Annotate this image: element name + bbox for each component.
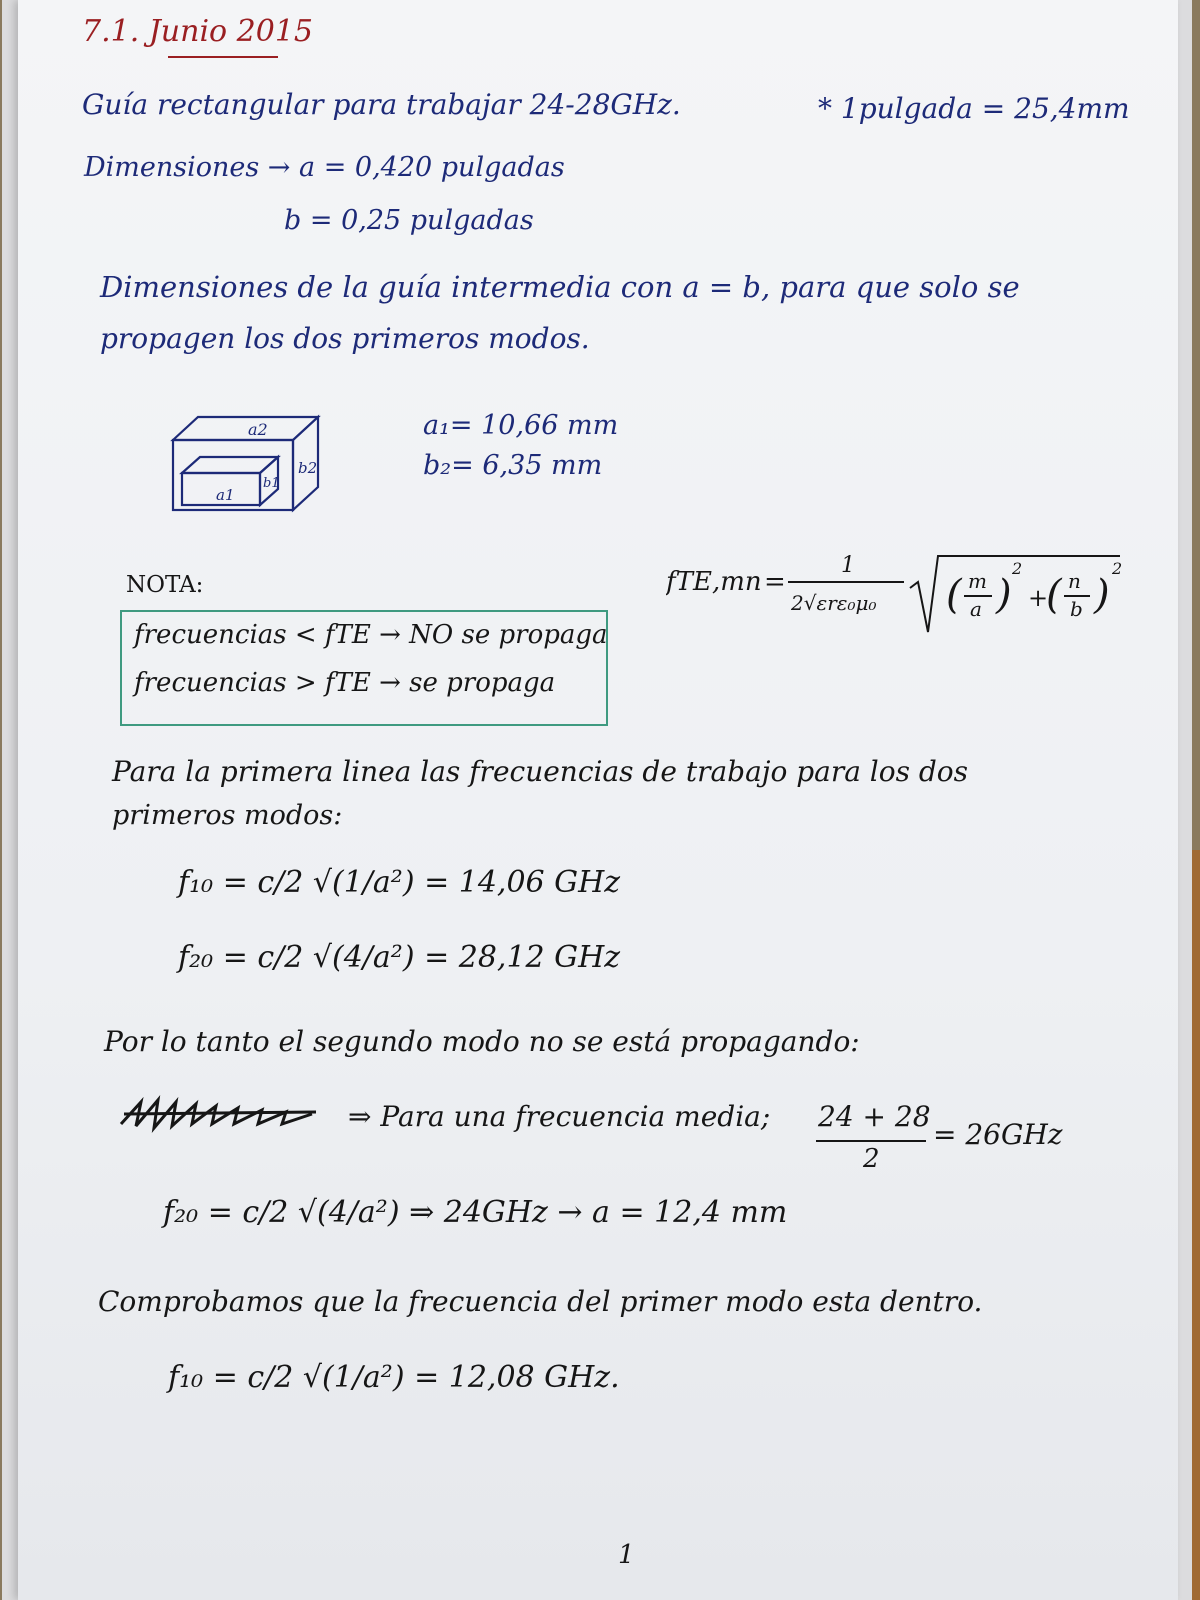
svg-text:2: 2 <box>1012 559 1023 578</box>
equation-f20: f₂₀ = c/2 √(4/a²) = 28,12 GHz <box>178 940 621 975</box>
dimension-b: b = 0,25 pulgadas <box>284 205 534 236</box>
formula-numerator: 1 <box>841 553 855 578</box>
svg-text:): ) <box>996 572 1012 618</box>
formula-m: m <box>968 569 987 593</box>
formula-denominator: 2√εrε₀μ₀ <box>791 591 877 615</box>
formula-lhs: fTE,mn <box>666 567 762 597</box>
formula-a: a <box>970 597 982 621</box>
equation-f10-check: f₁₀ = c/2 √(1/a²) = 12,08 GHz. <box>168 1360 620 1395</box>
paragraph-first-line: Para la primera linea las frecuencias de trabajo para los dos <box>112 755 969 788</box>
svg-text:(: ( <box>1046 572 1062 618</box>
paragraph-check: Comprobamos que la frecuencia del primer modo esta dentro. <box>98 1285 983 1318</box>
problem-statement: Guía rectangular para trabajar 24-28GHz. <box>82 88 681 121</box>
note-line-1: frecuencias < fTE → NO se propaga <box>134 620 608 650</box>
waveguide-diagram <box>168 405 338 525</box>
paragraph-conclusion: Por lo tanto el segundo modo no se está propagando: <box>104 1025 860 1058</box>
svg-text:2: 2 <box>1112 559 1123 578</box>
average-frequency-text: ⇒ Para una frecuencia media; <box>348 1100 771 1133</box>
page-title: 7.1. Junio 2015 <box>82 14 313 49</box>
average-fraction-numerator: 24 + 28 <box>818 1100 931 1133</box>
title-underline <box>168 56 278 58</box>
label-a2: a2 <box>248 420 268 439</box>
average-fraction-denominator: 2 <box>863 1144 880 1174</box>
a1-value: a₁= 10,66 mm <box>423 410 619 441</box>
crossed-out-text <box>116 1094 336 1134</box>
average-frequency-result: = 26GHz <box>933 1118 1063 1151</box>
label-a1: a1 <box>216 486 235 504</box>
svg-text:+: + <box>1028 584 1049 612</box>
svg-text:): ) <box>1094 572 1110 618</box>
formula-b: b <box>1070 597 1083 621</box>
paragraph-modes: primeros modos: <box>112 800 343 831</box>
equation-f10: f₁₀ = c/2 √(1/a²) = 14,06 GHz <box>178 865 621 900</box>
guide-question-line-1: Dimensiones de la guía intermedia con a = b, para que solo se <box>100 270 1020 304</box>
equation-f20-design: f₂₀ = c/2 √(4/a²) ⇒ 24GHz → a = 12,4 mm <box>163 1195 788 1230</box>
page-number: 1 <box>618 1540 635 1570</box>
inch-conversion-note: * 1pulgada = 25,4mm <box>818 92 1130 125</box>
note-heading: NOTA: <box>126 572 204 598</box>
svg-text:=: = <box>764 567 786 597</box>
svg-text:(: ( <box>946 572 962 618</box>
dimension-a: Dimensiones → a = 0,420 pulgadas <box>84 152 565 183</box>
guide-question-line-2: propagen los dos primeros modos. <box>100 322 590 355</box>
formula-n: n <box>1068 569 1081 593</box>
b2-value: b₂= 6,35 mm <box>423 450 603 481</box>
fraction-bar <box>816 1140 926 1142</box>
notebook-page <box>18 0 1178 1600</box>
label-b1: b1 <box>263 476 280 491</box>
cutoff-frequency-formula <box>666 548 1126 638</box>
note-line-2: frecuencias > fTE → se propaga <box>134 668 556 698</box>
label-b2: b2 <box>298 459 318 477</box>
